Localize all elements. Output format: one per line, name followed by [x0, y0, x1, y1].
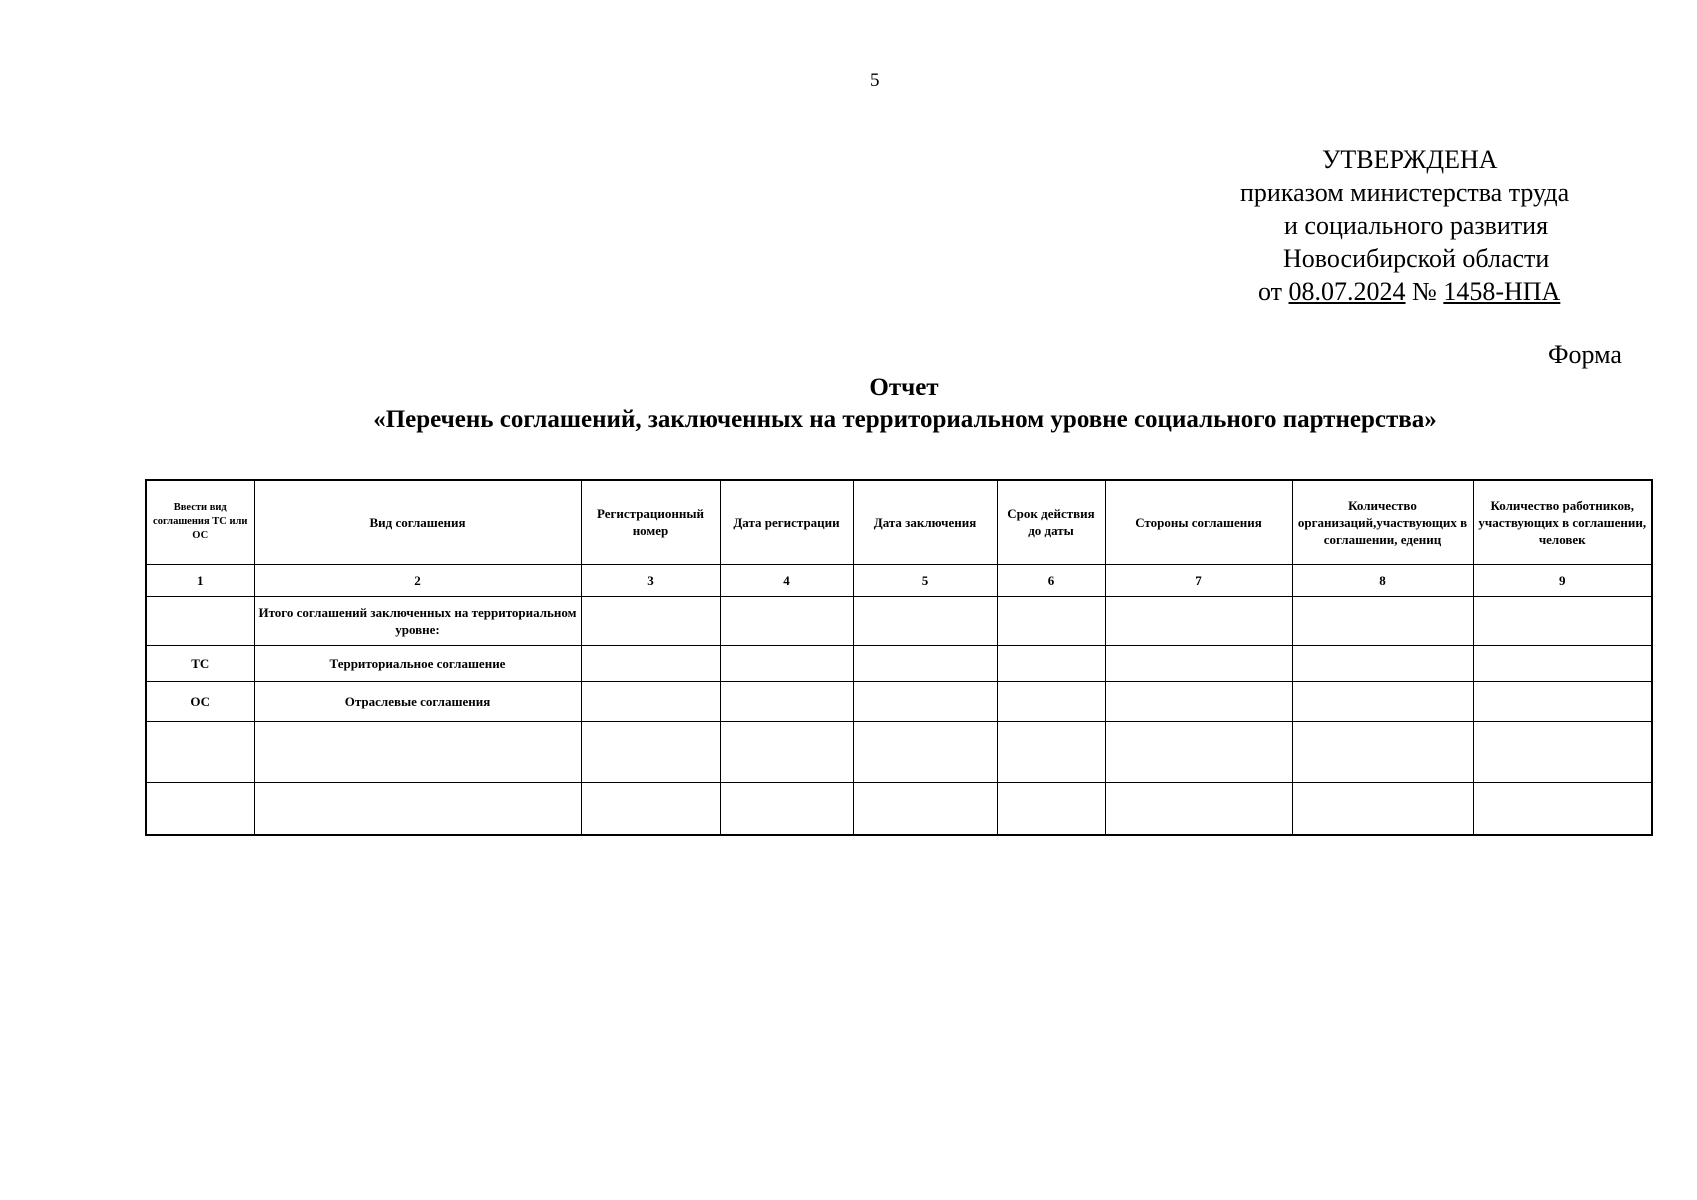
- empty-cell: [1105, 782, 1292, 835]
- header-agreement-kind: Вид соглашения: [254, 480, 581, 564]
- report-subtitle: «Перечень соглашений, заключенных на территориальном уровне социального партнерства»: [373, 406, 1437, 433]
- agreement-name-cell: [254, 721, 581, 782]
- table-row-empty: [146, 721, 1652, 782]
- header-validity-date: Срок действия до даты: [997, 480, 1105, 564]
- approval-number: 1458-НПА: [1443, 277, 1561, 306]
- header-registration-date: Дата регистрации: [720, 480, 853, 564]
- empty-cell: [1292, 782, 1473, 835]
- agreement-name-cell: Отраслевые соглашения: [254, 681, 581, 721]
- column-number: 5: [853, 564, 997, 596]
- header-organizations-count: Количество организаций,участвующих в соглашении, едениц: [1292, 480, 1473, 564]
- column-number: 3: [581, 564, 720, 596]
- agreement-name-cell: Территориальное соглашение: [254, 645, 581, 681]
- empty-cell: [853, 681, 997, 721]
- column-number: 2: [254, 564, 581, 596]
- empty-cell: [853, 721, 997, 782]
- approval-order-line: приказом министерства труда: [1240, 178, 1570, 207]
- report-table: [145, 479, 1653, 836]
- empty-cell: [997, 721, 1105, 782]
- header-employees-count: Количество работников, участвующих в соглашении, человек: [1473, 480, 1652, 564]
- type-cell: ОС: [146, 681, 254, 721]
- column-number: 1: [146, 564, 254, 596]
- empty-cell: [997, 645, 1105, 681]
- header-parties: Стороны соглашения: [1105, 480, 1292, 564]
- approval-date: 08.07.2024: [1288, 277, 1406, 306]
- approval-block: [1240, 143, 1600, 308]
- date-prefix: от: [1258, 277, 1289, 306]
- empty-cell: [1473, 645, 1652, 681]
- table-row-empty: [146, 782, 1652, 835]
- empty-cell: [720, 721, 853, 782]
- type-cell: ТС: [146, 645, 254, 681]
- page-number: 5: [870, 70, 880, 91]
- report-title: Отчет: [869, 374, 939, 401]
- empty-cell: [853, 782, 997, 835]
- empty-cell: [1473, 782, 1652, 835]
- table-row-territorial: [146, 645, 1652, 681]
- approval-heading: УТВЕРЖДЕНА: [1322, 145, 1498, 174]
- empty-cell: [720, 645, 853, 681]
- empty-cell: [720, 681, 853, 721]
- empty-cell: [1292, 681, 1473, 721]
- empty-cell: [720, 782, 853, 835]
- empty-cell: [581, 596, 720, 645]
- empty-cell: [1473, 721, 1652, 782]
- empty-cell: [1473, 596, 1652, 645]
- empty-cell: [581, 782, 720, 835]
- empty-cell: [581, 681, 720, 721]
- type-cell: [146, 782, 254, 835]
- empty-cell: [581, 645, 720, 681]
- column-number: 7: [1105, 564, 1292, 596]
- header-conclusion-date: Дата заключения: [853, 480, 997, 564]
- header-row: [146, 480, 1652, 564]
- empty-cell: [581, 721, 720, 782]
- header-registration-number: Регистрационный номер: [581, 480, 720, 564]
- table-row-total: [146, 596, 1652, 645]
- table-row-sectoral: [146, 681, 1652, 721]
- empty-cell: [853, 645, 997, 681]
- empty-cell: [720, 596, 853, 645]
- column-number: 4: [720, 564, 853, 596]
- empty-cell: [1105, 596, 1292, 645]
- approval-region-line: Новосибирской области: [1283, 244, 1550, 273]
- type-cell: [146, 596, 254, 645]
- empty-cell: [997, 681, 1105, 721]
- column-number: 9: [1473, 564, 1652, 596]
- empty-cell: [1292, 596, 1473, 645]
- column-number: 8: [1292, 564, 1473, 596]
- empty-cell: [1105, 681, 1292, 721]
- approval-ministry-line: и социального развития: [1284, 211, 1549, 240]
- type-cell: [146, 721, 254, 782]
- number-prefix: №: [1405, 277, 1444, 306]
- empty-cell: [1292, 645, 1473, 681]
- header-agreement-type-code: Ввести вид соглашения ТС или ОС: [146, 480, 254, 564]
- approval-date-line: [1240, 275, 1600, 308]
- column-number: 6: [997, 564, 1105, 596]
- empty-cell: [1105, 645, 1292, 681]
- form-label: Форма: [1548, 340, 1622, 369]
- column-number-row: [146, 564, 1652, 596]
- empty-cell: [1473, 681, 1652, 721]
- empty-cell: [1292, 721, 1473, 782]
- empty-cell: [853, 596, 997, 645]
- agreement-name-cell: Итого соглашений заключенных на территориальном уровне:: [254, 596, 581, 645]
- empty-cell: [997, 596, 1105, 645]
- empty-cell: [997, 782, 1105, 835]
- agreement-name-cell: [254, 782, 581, 835]
- empty-cell: [1105, 721, 1292, 782]
